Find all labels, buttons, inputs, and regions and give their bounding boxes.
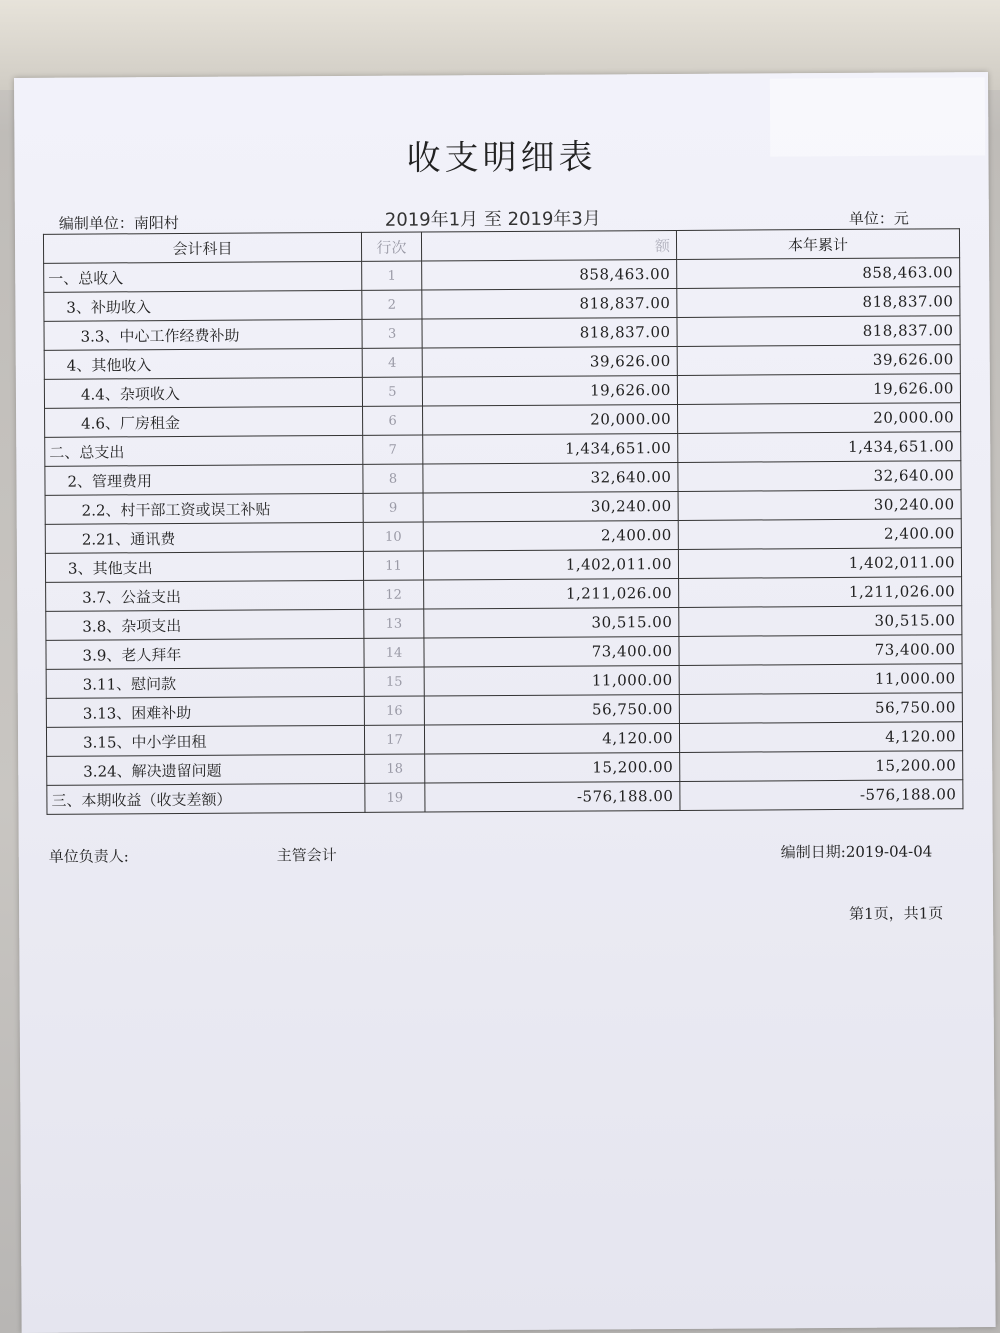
row-line-cell: 7 — [363, 435, 423, 464]
compile-date: 编制日期:2019-04-04 — [780, 842, 933, 862]
row-line-cell: 6 — [363, 406, 423, 435]
row-line-cell: 11 — [363, 551, 423, 580]
row-item-cell: 三、本期收益（收支差额） — [47, 783, 365, 814]
row-line-cell: 15 — [364, 667, 424, 696]
row-item-cell: 3.7、公益支出 — [46, 580, 364, 611]
header-item: 会计科目 — [43, 232, 361, 263]
row-line-cell: 14 — [364, 638, 424, 667]
row-item-cell: 3、其他支出 — [45, 551, 363, 582]
row-ytd-amount: 818,837.00 — [677, 316, 960, 347]
compiling-unit: 编制单位：南阳村 — [58, 213, 179, 233]
row-ytd-amount: 2,400.00 — [678, 519, 961, 550]
row-month-amount: 56,750.00 — [424, 694, 679, 725]
row-ytd-amount: 30,515.00 — [679, 606, 962, 637]
row-month-amount: 11,000.00 — [424, 665, 679, 696]
table-body — [44, 258, 963, 815]
row-line-cell: 13 — [364, 609, 424, 638]
currency-unit: 单位：元 — [848, 209, 909, 228]
tape-strip — [770, 77, 985, 156]
row-ytd-amount: 4,120.00 — [679, 722, 962, 753]
row-ytd-amount: 30,240.00 — [678, 490, 961, 521]
row-ytd-amount: 818,837.00 — [677, 287, 960, 318]
row-ytd-amount: 56,750.00 — [679, 693, 962, 724]
row-item-cell: 3.9、老人拜年 — [46, 638, 364, 669]
row-ytd-amount: 32,640.00 — [678, 461, 961, 492]
row-ytd-amount: 1,402,011.00 — [678, 548, 961, 579]
row-ytd-amount: 39,626.00 — [677, 345, 960, 376]
row-item-cell: 3.13、困难补助 — [46, 696, 364, 727]
row-line-cell: 1 — [362, 261, 422, 290]
row-ytd-amount: 1,434,651.00 — [678, 432, 961, 463]
row-line-cell: 9 — [363, 493, 423, 522]
row-item-cell: 3.24、解决遗留问题 — [47, 754, 365, 785]
row-line-cell: 12 — [364, 580, 424, 609]
ledger-sheet — [14, 72, 996, 1333]
row-item-cell: 2.21、通讯费 — [45, 522, 363, 553]
row-ytd-amount: 15,200.00 — [680, 751, 963, 782]
row-item-cell: 4.4、杂项收入 — [44, 377, 362, 408]
row-item-cell: 4、其他收入 — [44, 348, 362, 379]
row-item-cell: 一、总收入 — [44, 261, 362, 292]
reporting-period: 2019年1月 至 2019年3月 — [384, 208, 601, 231]
row-item-cell: 2.2、村干部工资或误工补贴 — [45, 493, 363, 524]
row-month-amount: 858,463.00 — [422, 259, 677, 290]
row-item-cell: 4.6、厂房租金 — [45, 406, 363, 437]
row-month-amount: 19,626.00 — [422, 375, 677, 406]
row-month-amount: 15,200.00 — [425, 752, 680, 783]
row-item-cell: 3.11、慰问款 — [46, 667, 364, 698]
responsible-person: 单位负责人: — [48, 847, 129, 866]
row-line-cell: 17 — [364, 725, 424, 754]
header-month: 额 — [421, 230, 676, 261]
row-month-amount: -576,188.00 — [425, 781, 680, 812]
row-month-amount: 1,434,651.00 — [423, 433, 678, 464]
row-line-cell: 18 — [365, 754, 425, 783]
row-ytd-amount: 20,000.00 — [678, 403, 961, 434]
page-indicator: 第1页，共1页 — [849, 904, 944, 923]
row-month-amount: 1,211,026.00 — [424, 578, 679, 609]
row-month-amount: 818,837.00 — [422, 317, 677, 348]
row-ytd-amount: 11,000.00 — [679, 664, 962, 695]
row-line-cell: 16 — [364, 696, 424, 725]
table-row — [47, 780, 963, 815]
row-line-cell: 2 — [362, 290, 422, 319]
row-ytd-amount: 19,626.00 — [677, 374, 960, 405]
row-item-cell: 3.8、杂项支出 — [46, 609, 364, 640]
row-line-cell: 5 — [362, 377, 422, 406]
document-title: 收支明细表 — [406, 137, 597, 179]
row-month-amount: 4,120.00 — [424, 723, 679, 754]
row-item-cell: 二、总支出 — [45, 435, 363, 466]
row-item-cell: 3.3、中心工作经费补助 — [44, 319, 362, 350]
row-line-cell: 10 — [363, 522, 423, 551]
row-month-amount: 1,402,011.00 — [423, 549, 678, 580]
row-month-amount: 73,400.00 — [424, 636, 679, 667]
row-item-cell: 3.15、中小学田租 — [46, 725, 364, 756]
row-line-cell: 4 — [362, 348, 422, 377]
row-ytd-amount: 73,400.00 — [679, 635, 962, 666]
row-ytd-amount: 1,211,026.00 — [679, 577, 962, 608]
row-item-cell: 3、补助收入 — [44, 290, 362, 321]
row-month-amount: 30,240.00 — [423, 491, 678, 522]
row-month-amount: 818,837.00 — [422, 288, 677, 319]
row-item-cell: 2、管理费用 — [45, 464, 363, 495]
row-ytd-amount: 858,463.00 — [677, 258, 960, 289]
row-month-amount: 30,515.00 — [424, 607, 679, 638]
row-month-amount: 20,000.00 — [423, 404, 678, 435]
row-month-amount: 2,400.00 — [423, 520, 678, 551]
header-line: 行次 — [361, 232, 421, 261]
supervising-accountant: 主管会计 — [276, 846, 337, 865]
row-line-cell: 8 — [363, 464, 423, 493]
row-month-amount: 32,640.00 — [423, 462, 678, 493]
row-ytd-amount: -576,188.00 — [680, 780, 963, 811]
row-line-cell: 3 — [362, 319, 422, 348]
row-line-cell: 19 — [365, 783, 425, 812]
income-expense-table — [43, 228, 964, 815]
row-month-amount: 39,626.00 — [422, 346, 677, 377]
header-ytd: 本年累计 — [676, 229, 959, 260]
